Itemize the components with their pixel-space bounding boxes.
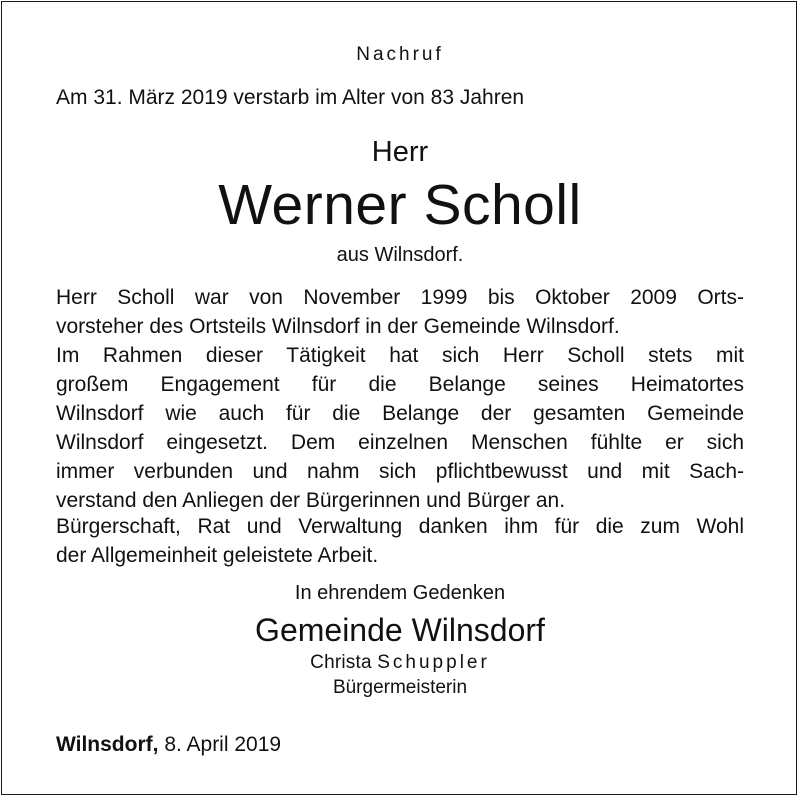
signer-last-name: Schuppler (377, 652, 490, 673)
paragraph-line: verstand den Anliegen der Bürgerinnen und Bürger an. (56, 489, 566, 512)
paragraph-line: Wilnsdorf wie auch für die Belange der gesamten Gemeinde (56, 402, 744, 425)
organization-name: Gemeinde Wilnsdorf (255, 612, 545, 648)
paragraph-line: Herr Scholl war von November 1999 bis Oktober 2009 Orts- (56, 286, 744, 309)
memorial-phrase: In ehrendem Gedenken (294, 582, 506, 604)
footer-date: 8. April 2019 (164, 733, 282, 756)
notice-heading: Nachruf (356, 44, 444, 65)
paragraph-thanks (56, 512, 744, 570)
paragraph-line: vorsteher des Ortsteils Wilnsdorf in der Gemeinde Wilnsdorf. (56, 315, 620, 338)
paragraph-line: Wilnsdorf eingesetzt. Dem einzelnen Menschen fühlte er sich (56, 431, 744, 454)
origin-line: aus Wilnsdorf. (336, 244, 464, 266)
place-date (56, 733, 281, 757)
signer-role: Bürgermeisterin (332, 677, 468, 698)
paragraph-line: Im Rahmen dieser Tätigkeit hat sich Herr Scholl stets mit (56, 344, 744, 367)
paragraph-service (56, 283, 744, 341)
paragraph-line: der Allgemeinheit geleistete Arbeit. (56, 544, 379, 567)
signer-name (0, 652, 800, 674)
paragraph-engagement (56, 341, 744, 515)
paragraph-line: großem Engagement für die Belange seines Heimatortes (56, 373, 744, 396)
paragraph-line: immer verbunden und nahm sich pflichtbewusst und mit Sach- (56, 460, 744, 483)
signer-first-name: Christa (310, 652, 372, 673)
salutation: Herr (371, 136, 429, 168)
death-intro: Am 31. März 2019 verstarb im Alter von 83 Jahren (56, 86, 525, 109)
footer-place: Wilnsdorf, (56, 733, 159, 756)
deceased-name: Werner Scholl (218, 173, 582, 237)
paragraph-line: Bürgerschaft, Rat und Verwaltung danken ihm für die zum Wohl (56, 515, 744, 538)
